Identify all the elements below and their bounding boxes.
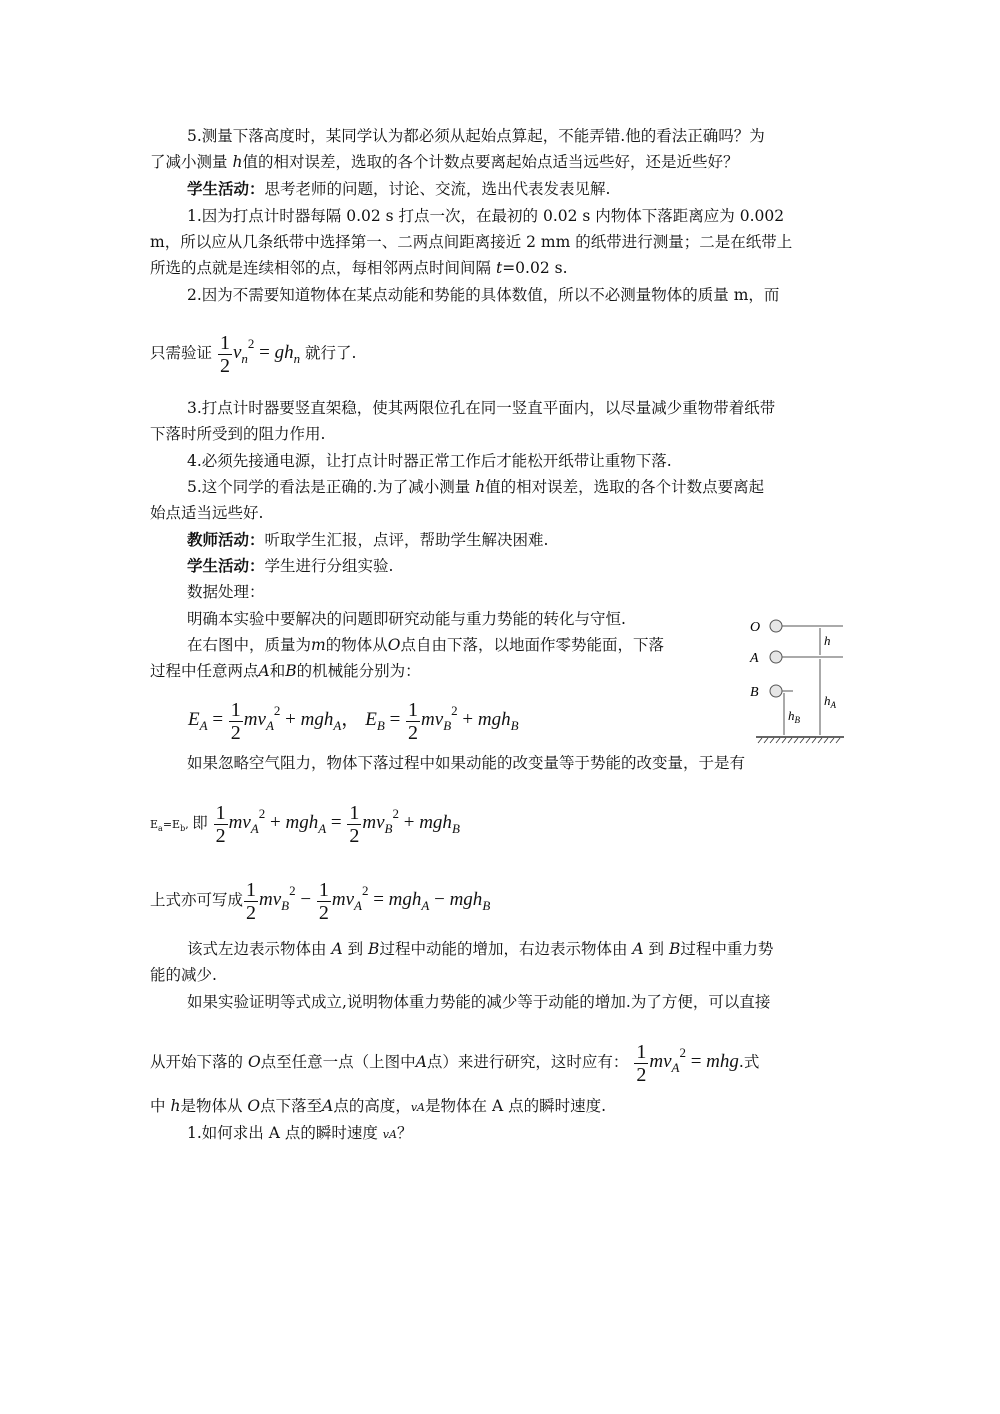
paragraph-q5-line2 — [150, 148, 850, 176]
left-side-line1 — [150, 935, 850, 963]
text: 数据处理： — [187, 583, 265, 601]
ball-B — [770, 685, 782, 697]
text: 的物体从 — [325, 636, 388, 654]
text: 1.因为打点计时器每隔 0.02 s 打点一次，在最初的 0.02 s 内物体下落距离应为 0.002 — [187, 207, 785, 225]
student-activity-label: 学生活动： — [187, 557, 265, 575]
text: 在右图中，质量为 — [187, 636, 312, 654]
figure-text-line1 — [150, 631, 740, 659]
if-proved-line1 — [150, 988, 850, 1016]
text: 该式左边表示物体由 — [187, 940, 327, 958]
var-vA: vA — [382, 1128, 397, 1141]
text: 点下落至 — [260, 1097, 323, 1115]
var-h: h — [475, 478, 486, 496]
text: 始点适当远些好. — [150, 504, 264, 522]
ball-O — [770, 620, 782, 632]
var-m: m — [311, 636, 326, 654]
text: 能的减少. — [150, 966, 217, 984]
var-h: h — [232, 153, 243, 171]
last-question — [150, 1119, 850, 1149]
if-proved-line2: 从开始下落的 O点至任意一点（上图中A点）来进行研究，这时应有： $\frac{1}{2}$ $mv_A^2$ = mhg.式 — [150, 1040, 760, 1086]
text: 是物体从 — [180, 1097, 243, 1115]
text: 3.打点计时器要竖直架稳，使其两限位孔在同一竖直平面内，以尽量减少重物带着纸带 — [187, 399, 776, 417]
answer5-line2 — [150, 499, 850, 527]
text: 过程中动能的增加，右边表示物体由 — [379, 940, 628, 958]
var-B: B — [285, 662, 297, 680]
left-side-line2 — [150, 961, 850, 989]
student-activity-1 — [150, 175, 850, 203]
student-activity-label: 学生活动： — [187, 180, 265, 198]
text: 中 — [150, 1097, 166, 1115]
text: 下落时所受到的阻力作用. — [150, 425, 326, 443]
teacher-activity-label: 教师活动： — [187, 531, 265, 549]
formula-conservation: $E_a=E_b$, 即 $\frac{1}{2}$ $mv_A^2 + mgh_A$ = $\frac{1}{2}$ $mv_B^2 + mgh_B$ — [150, 801, 460, 847]
text: 和 — [269, 662, 286, 680]
text: 1.如何求出 A 点的瞬时速度 — [187, 1124, 378, 1142]
text: ？ — [396, 1124, 413, 1142]
label-hA: $h_A$ — [824, 693, 836, 710]
ball-A — [770, 651, 782, 663]
var-A: A — [258, 662, 270, 680]
answer5-line1 — [150, 473, 850, 501]
var-h: h — [170, 1097, 181, 1115]
var-A: A — [632, 940, 644, 958]
text: 4.必须先接通电源，让打点计时器正常工作后才能松开纸带让重物下落. — [187, 452, 672, 470]
text: 思考老师的问题，讨论、交流，选出代表发表见解. — [264, 180, 611, 198]
ignore-air-paragraph — [150, 749, 850, 777]
text: m，所以应从几条纸带中选择第一、二两点间距离接近 2 mm 的纸带进行测量；二是在纸带上 — [150, 233, 793, 251]
text: 明确本实验中要解决的问题即研究动能与重力势能的转化与守恒. — [187, 610, 626, 628]
falling-object-figure — [748, 610, 848, 745]
figure-text-line2 — [150, 657, 740, 685]
answer3-line1 — [150, 394, 850, 422]
text: 过程中重力势 — [680, 940, 774, 958]
midline — [150, 1092, 850, 1122]
text: 点）来进行研究，这时应有： — [426, 1053, 629, 1071]
text: 如果实验证明等式成立,说明物体重力势能的减少等于动能的增加.为了方便，可以直接 — [187, 993, 771, 1011]
var-t: t — [495, 259, 503, 277]
answer3-line2 — [150, 420, 850, 448]
teacher-activity — [150, 526, 850, 554]
formula-rewrite: 上式亦可写成 $\frac{1}{2}$ $mv_B^2$ − $\frac{1}{2}$ $mv_A^2 = mgh_A - mgh_B$ — [150, 878, 491, 924]
text: 5.这个同学的看法是正确的.为了减小测量 — [187, 478, 471, 496]
var-A: A — [331, 940, 343, 958]
text: 听取学生汇报，点评，帮助学生解决困难. — [264, 531, 549, 549]
answer2-line1 — [150, 281, 850, 309]
text: 值的相对误差，选取的各个计数点要离起始点适当远些好，还是近些好？ — [242, 153, 739, 171]
data-processing-heading — [150, 578, 850, 606]
paragraph-q5-line1 — [150, 122, 850, 150]
answer1-line1 — [150, 202, 850, 230]
text: 所选的点就是连续相邻的点，每相邻两点时间间隔 — [150, 259, 492, 277]
answer1-line2 — [150, 228, 850, 256]
text: .式 — [738, 1053, 760, 1071]
text: 如果忽略空气阻力，物体下落过程中如果动能的改变量等于势能的改变量，于是有 — [187, 754, 746, 772]
text: 就行了. — [305, 344, 357, 362]
text: 上式亦可写成 — [150, 891, 244, 909]
clarify-paragraph — [150, 605, 850, 633]
text: 了减小测量 — [150, 153, 228, 171]
var-O: O — [247, 1097, 261, 1115]
student-activity-2 — [150, 552, 850, 580]
text: 点自由下落，以地面作零势能面，下落 — [400, 636, 664, 654]
label-A: A — [750, 651, 759, 666]
var-B: B — [668, 940, 681, 958]
var-A: A — [415, 1053, 427, 1071]
var-A: A — [322, 1097, 334, 1115]
text: 是物体在 A 点的瞬时速度. — [425, 1097, 606, 1115]
text: 5.测量下落高度时，某同学认为都必须从起始点算起，不能弄错.他的看法正确吗？为 — [187, 127, 765, 145]
answer4 — [150, 447, 850, 475]
text: 2.因为不需要知道物体在某点动能和势能的具体数值，所以不必测量物体的质量 m，而 — [187, 286, 780, 304]
label-hB: $h_B$ — [788, 708, 800, 725]
text: 从开始下落的 — [150, 1053, 244, 1071]
text: 只需验证 — [150, 344, 213, 362]
text: 的机械能分别为： — [296, 662, 421, 680]
text: 点的高度， — [333, 1097, 411, 1115]
answer1-line3 — [150, 254, 850, 282]
text: 到 — [347, 940, 364, 958]
text: 学生进行分组实验. — [264, 557, 394, 575]
var-O: O — [387, 636, 401, 654]
label-O: O — [750, 620, 761, 635]
var-vA: vA — [410, 1101, 426, 1114]
text: 点至任意一点（上图中 — [260, 1053, 416, 1071]
text: 值的相对误差，选取的各个计数点要离起 — [485, 478, 765, 496]
formula-verify: $\frac{1}{2}$ $v_n^2 = gh_n$ — [219, 331, 301, 377]
formula-energy: $E_A$ = $\frac{1}{2}$ $mv_A^2 + mgh_A$， $E_B$ = $\frac{1}{2}$ $mv_B^2 + mgh_B$ — [188, 698, 519, 744]
var-B: B — [368, 940, 380, 958]
text: 到 — [648, 940, 665, 958]
text: =0.02 s. — [502, 259, 568, 277]
var-O: O — [247, 1053, 261, 1071]
text: 过程中任意两点 — [150, 662, 259, 680]
label-h: h — [824, 633, 831, 648]
answer2-line2 — [150, 318, 850, 385]
label-B: B — [750, 685, 759, 700]
